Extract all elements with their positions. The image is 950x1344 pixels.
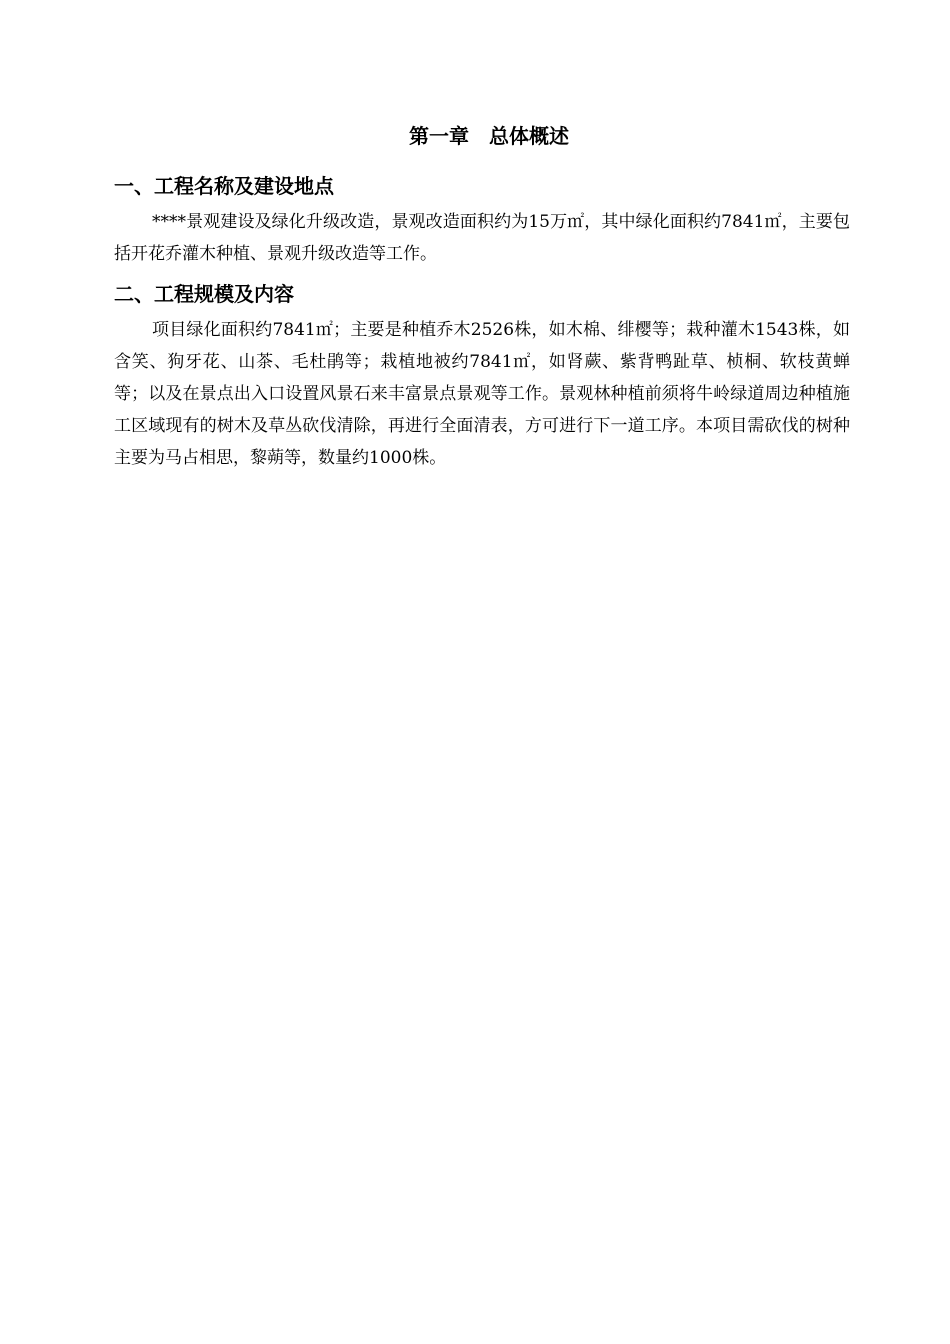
section-heading: 一、工程名称及建设地点 — [114, 174, 334, 198]
section-project-scale-content — [114, 276, 850, 474]
section-paragraph: ****景观建设及绿化升级改造，景观改造面积约为15万㎡，其中绿化面积约7841㎡，主要包括开花乔灌木种植、景观升级改造等工作。 — [114, 212, 850, 264]
section-project-name-location — [114, 168, 850, 270]
section-heading: 二、工程规模及内容 — [114, 282, 294, 306]
chapter-title: 第一章 总体概述 — [409, 124, 569, 148]
section-paragraph: 项目绿化面积约7841㎡；主要是种植乔木2526株，如木棉、绯樱等；栽种灌木1543株，如含笑、狗牙花、山茶、毛杜鹃等；栽植地被约7841㎡，如肾蕨、紫背鸭趾草、桢桐、软枝黄蝉等；以及在景点出入口设置风景石来丰富景点景观等工作。景观林种植前须将牛岭绿道周边种植施工区域现有的树木及草丛砍伐清除，再进行全面清表，方可进行下一道工序。本项目需砍伐的树种主要为马占相思，黎蒴等，数量约1000株。 — [114, 320, 850, 468]
